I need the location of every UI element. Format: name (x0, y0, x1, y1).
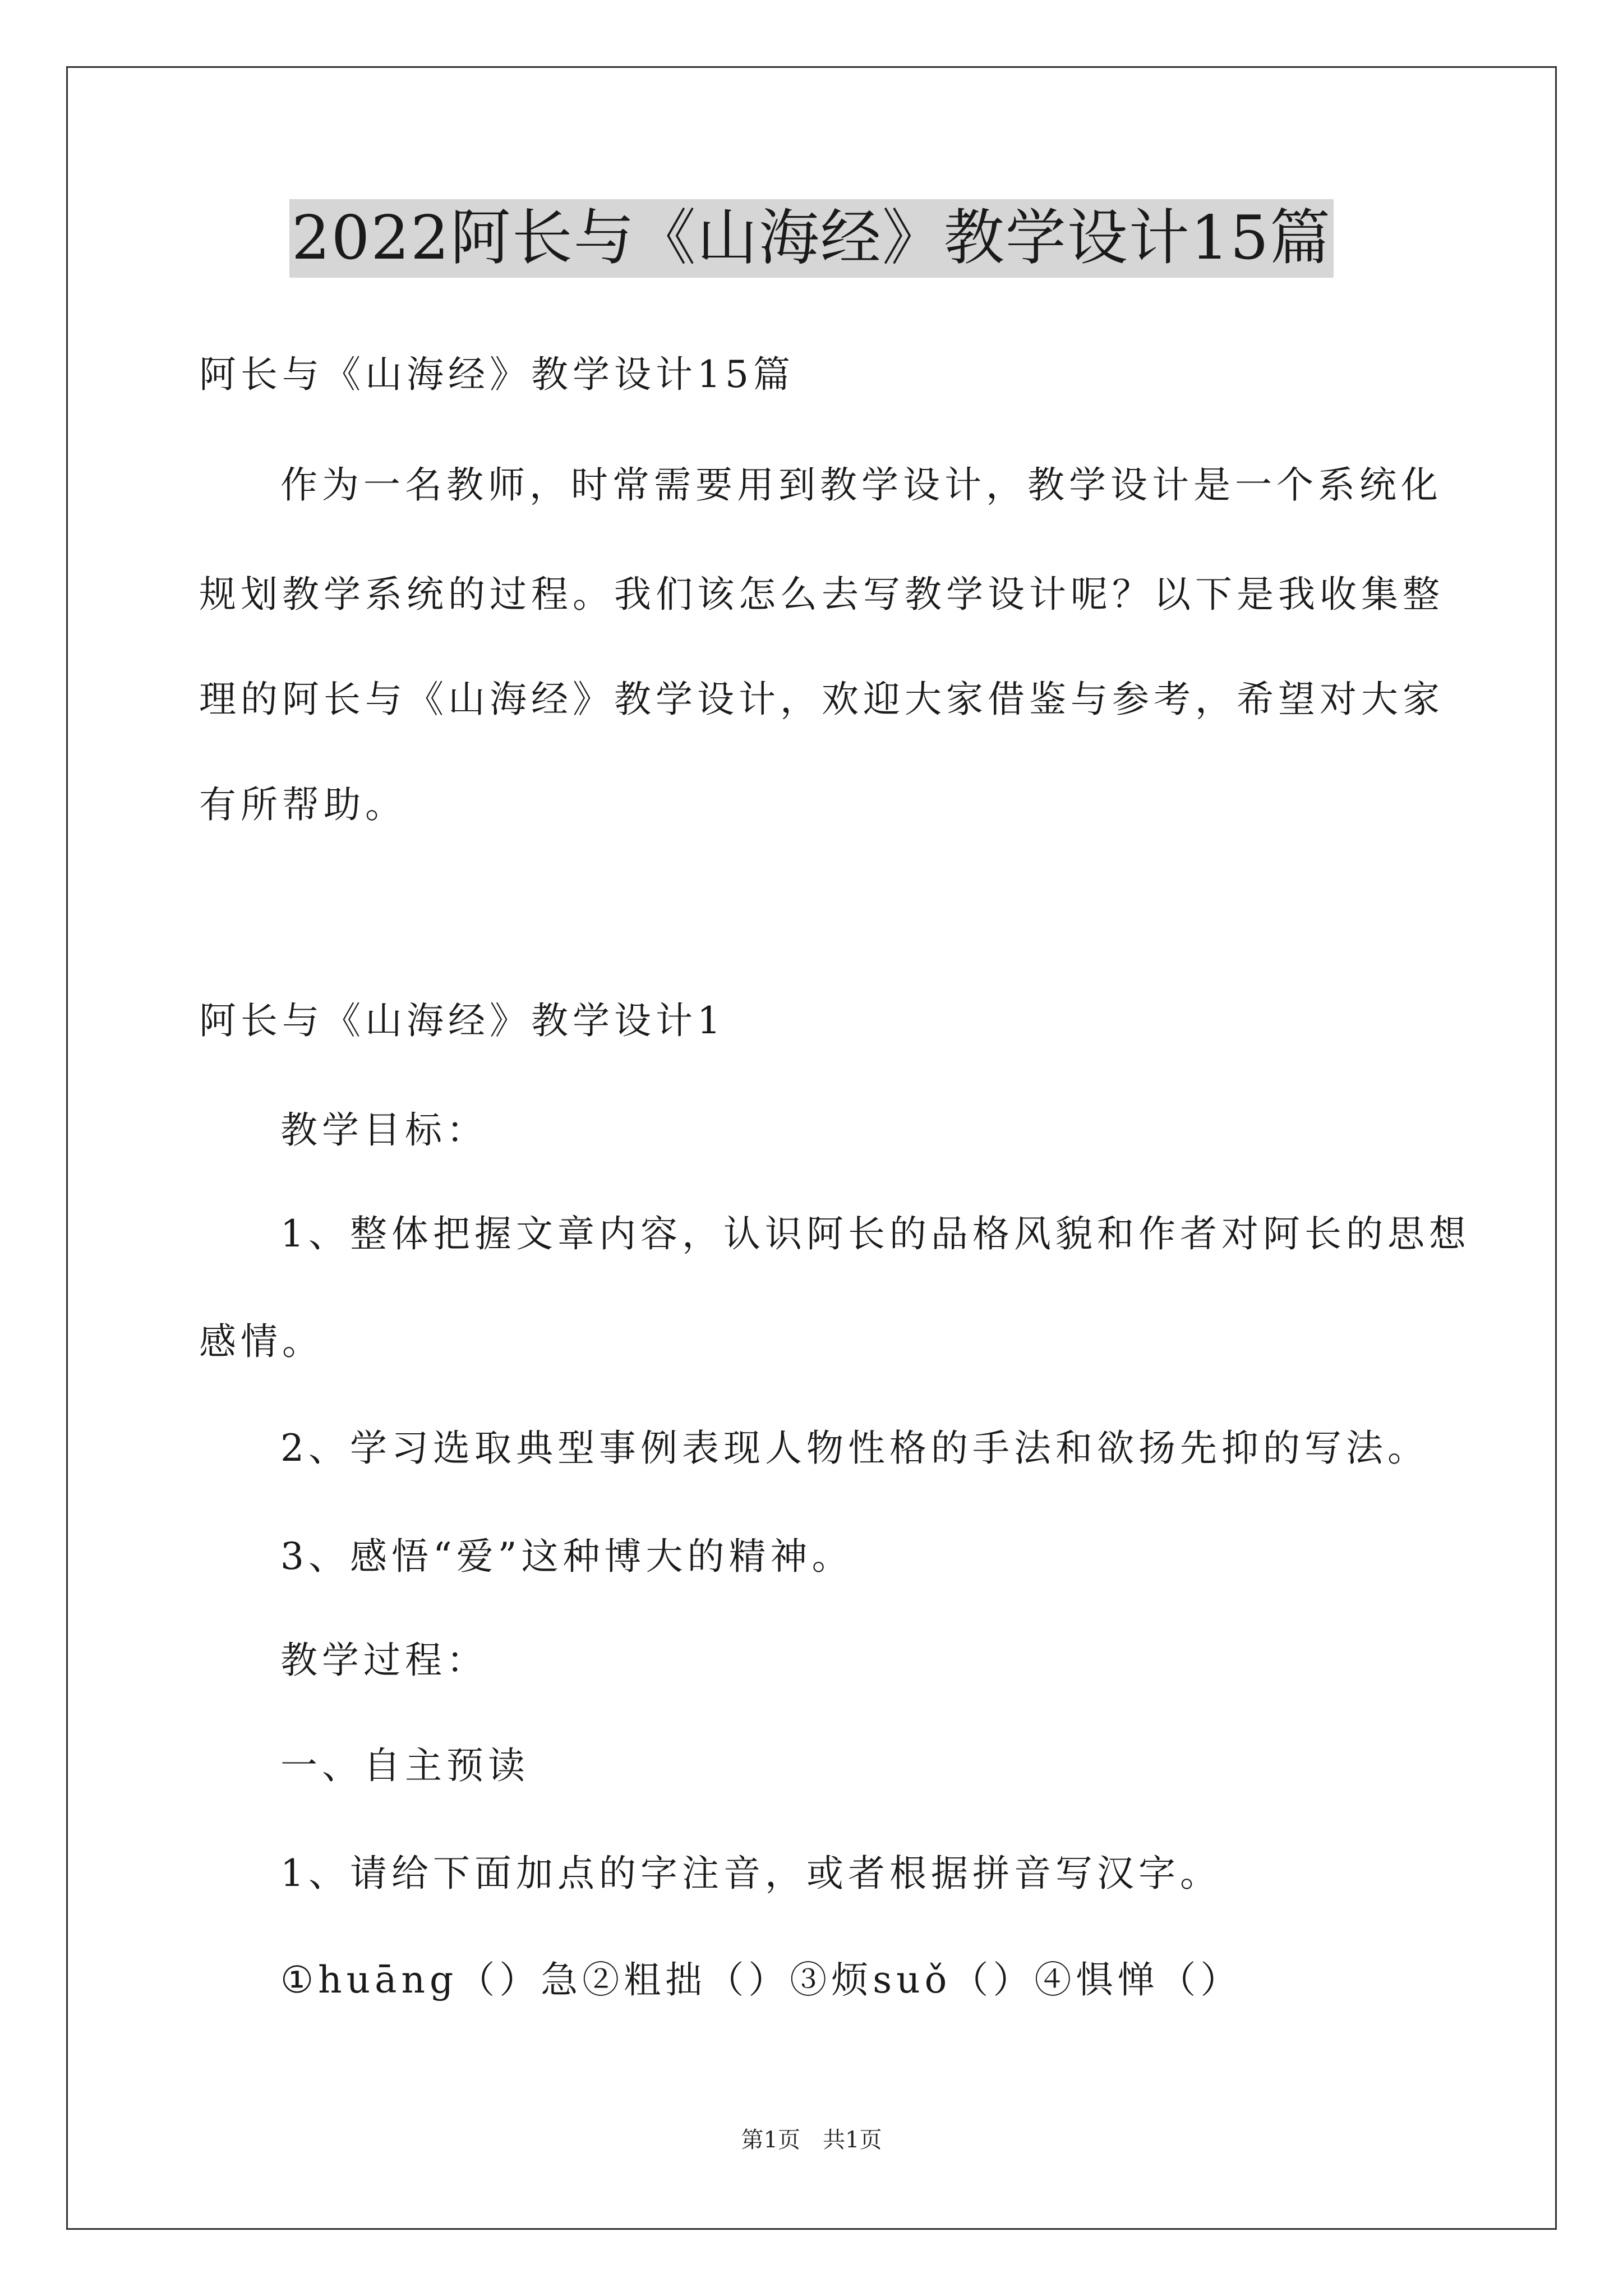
objectives-heading: 教学目标： (280, 1108, 488, 1152)
objective-3: 3、感悟“爱”这种博大的精神。 (280, 1535, 854, 1578)
intro-line-3: 理的阿长与《山海经》教学设计，欢迎大家借鉴与参考，希望对大家 (199, 678, 1444, 721)
objective-1-line-1: 1、整体把握文章内容，认识阿长的品格风貌和作者对阿长的思想 (280, 1212, 1470, 1255)
exercise-1-items: ①huāng（）急②粗拙（）③烦suǒ（）④惧惮（） (280, 1958, 1242, 2001)
subtitle-line: 阿长与《山海经》教学设计15篇 (199, 353, 795, 396)
intro-line-4: 有所帮助。 (199, 783, 407, 826)
section-heading-1: 阿长与《山海经》教学设计1 (199, 999, 725, 1042)
page-footer: 第1页 共1页 (741, 2127, 882, 2153)
process-heading: 教学过程： (280, 1639, 488, 1682)
objective-1-line-2: 感情。 (199, 1320, 324, 1363)
intro-line-2: 规划教学系统的过程。我们该怎么去写教学设计呢？以下是我收集整 (199, 573, 1444, 616)
step-1-heading: 一、自主预读 (280, 1744, 529, 1787)
document-title-wrap (0, 199, 1623, 278)
intro-line-1: 作为一名教师，时常需要用到教学设计，教学设计是一个系统化 (280, 463, 1442, 507)
exercise-1-prompt: 1、请给下面加点的字注音，或者根据拼音写汉字。 (280, 1852, 1221, 1895)
document-title: 2022阿长与《山海经》教学设计15篇 (289, 199, 1334, 278)
objective-2: 2、学习选取典型事例表现人物性格的手法和欲扬先抑的写法。 (280, 1427, 1429, 1470)
